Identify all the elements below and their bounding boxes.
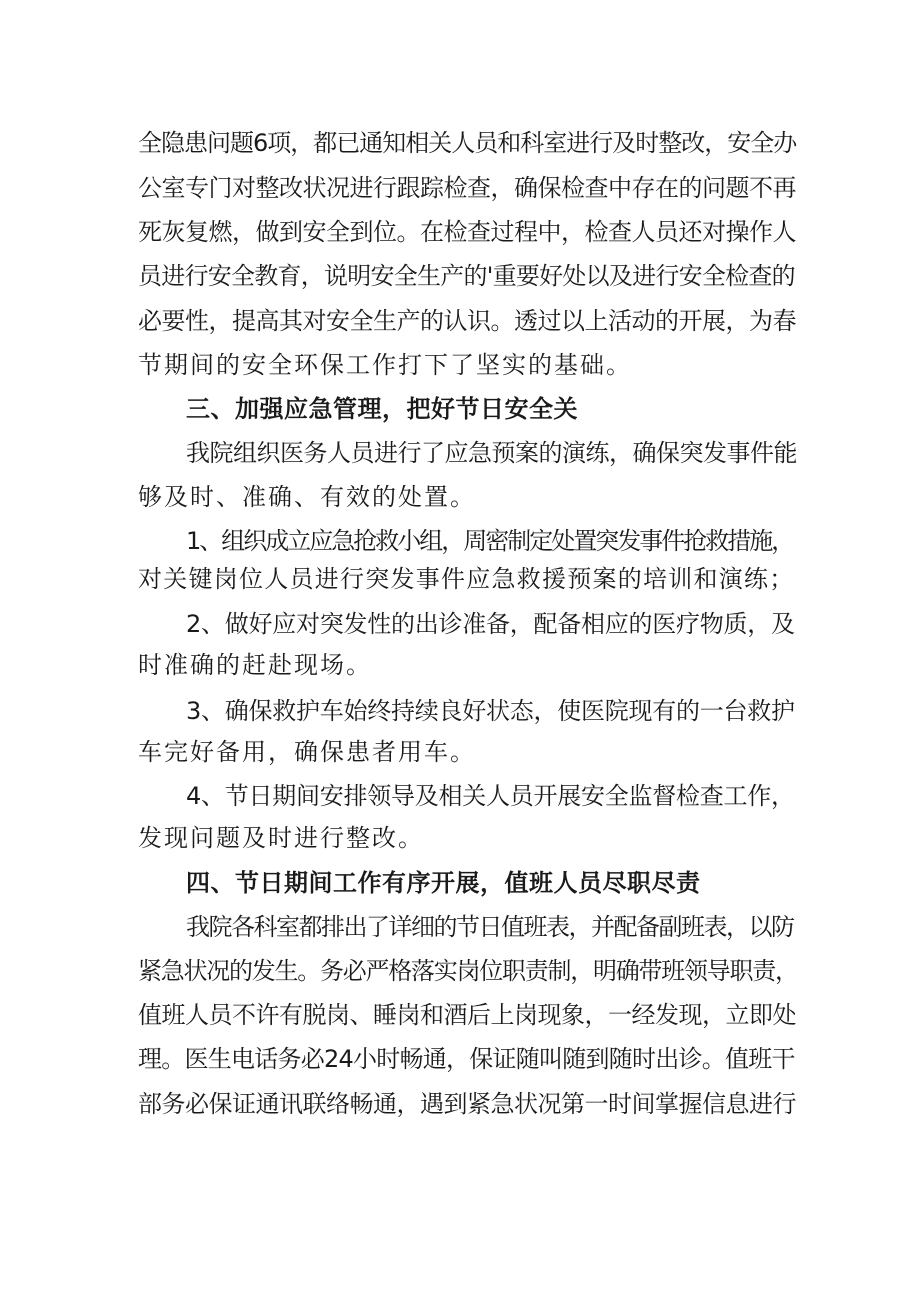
paragraph-line: 公室专门对整改状况进行跟踪检查，确保检查中存在的问题不再 xyxy=(138,174,796,202)
list-item-line: 时准确的赶赴现场。 xyxy=(138,651,372,679)
paragraph-line: 死灰复燃，做到安全到位。在检查过程中，检查人员还对操作人 xyxy=(138,218,796,246)
list-item-line: 2、做好应对突发性的出诊准备，配备相应的医疗物质，及 xyxy=(186,610,795,638)
list-item-line: 发现问题及时进行整改。 xyxy=(138,824,424,852)
section-heading: 三、加强应急管理，把好节日安全关 xyxy=(186,395,578,423)
list-item-line: 3、确保救护车始终持续良好状态，使医院现有的一台救护 xyxy=(186,697,795,725)
paragraph-line: 必要性，提高其对安全生产的认识。透过以上活动的开展，为春 xyxy=(138,307,796,335)
paragraph-line: 全隐患问题6项，都已通知相关人员和科室进行及时整改，安全办 xyxy=(138,129,797,157)
list-item-line: 对关键岗位人员进行突发事件应急救援预案的培训和演练； xyxy=(138,565,795,593)
paragraph-line: 够及时、准确、有效的处置。 xyxy=(138,483,476,511)
paragraph-line: 紧急状况的发生。务必严格落实岗位职责制，明确带班领导职责， xyxy=(138,957,798,985)
paragraph-line: 部务必保证通讯联络畅通，遇到紧急状况第一时间掌握信息进行 xyxy=(138,1090,796,1118)
list-item-line: 4、节日期间安排领导及相关人员开展安全监督检查工作， xyxy=(186,782,795,810)
section-heading: 四、节日期间工作有序开展，值班人员尽职尽责 xyxy=(186,869,701,897)
list-item-line: 车完好备用，确保患者用车。 xyxy=(138,738,476,766)
paragraph-line: 理。医生电话务必24小时畅通，保证随叫随到随时出诊。值班干 xyxy=(138,1045,795,1073)
paragraph-line: 员进行安全教育，说明安全生产的'重要好处以及进行安全检查的 xyxy=(138,262,795,290)
paragraph-line: 我院组织医务人员进行了应急预案的演练，确保突发事件能 xyxy=(186,439,797,467)
paragraph-line: 我院各科室都排出了详细的节日值班表，并配备副班表，以防 xyxy=(186,913,794,941)
paragraph-line: 值班人员不许有脱岗、睡岗和酒后上岗现象，一经发现，立即处 xyxy=(138,1001,796,1029)
paragraph-line: 节期间的安全环保工作打下了坚实的基础。 xyxy=(138,351,632,379)
list-item-line: 1、组织成立应急抢救小组，周密制定处置突发事件抢救措施， xyxy=(186,527,794,555)
